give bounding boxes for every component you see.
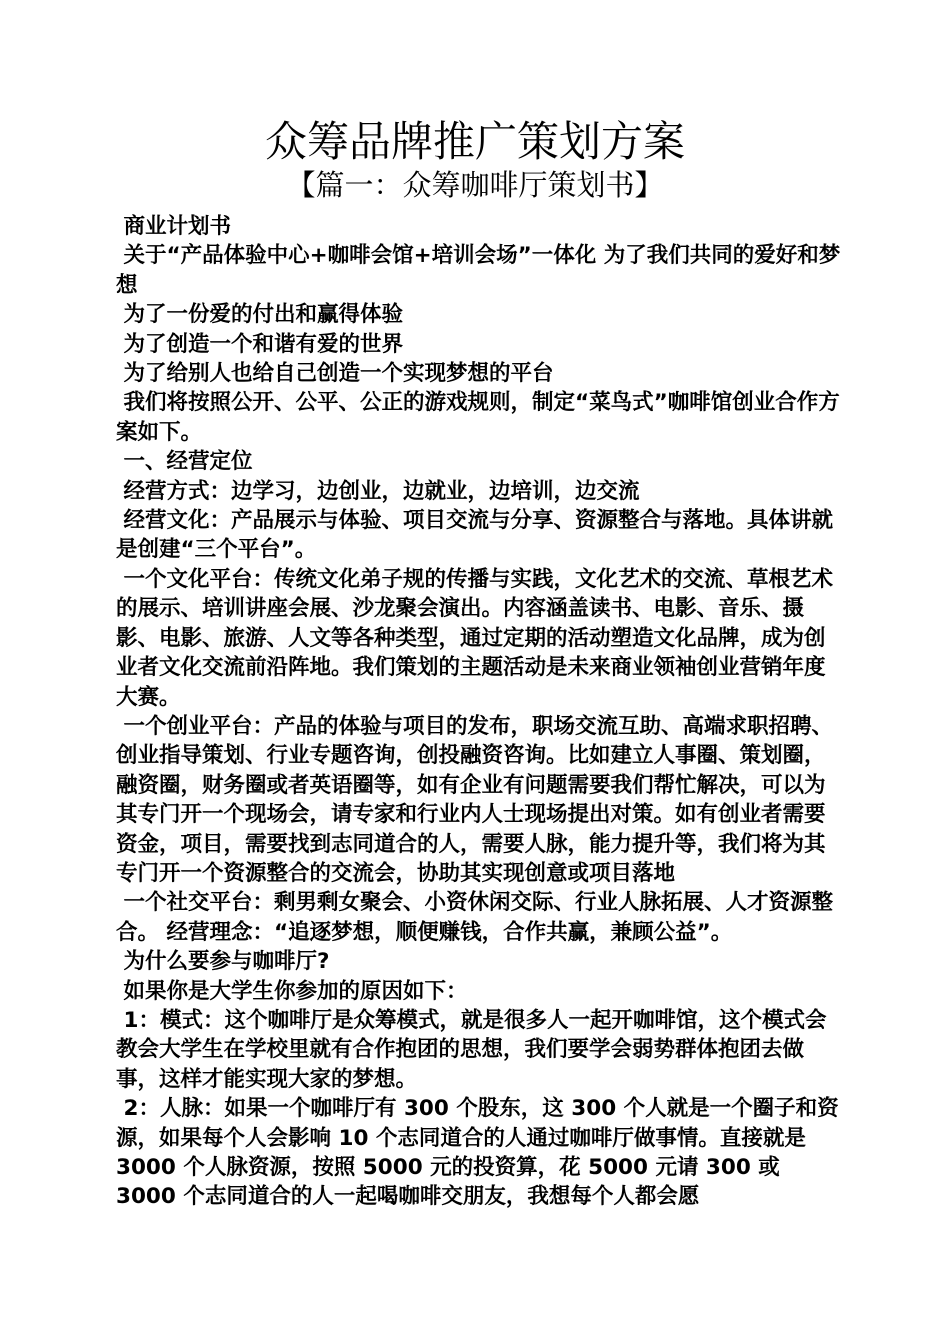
paragraph-why-join: 为什么要参与咖啡厅? xyxy=(116,949,330,975)
paragraph-for-harmony: 为了创造一个和谐有爱的世界 xyxy=(116,331,404,357)
paragraph-if-student: 如果你是大学生你参加的原因如下： xyxy=(116,978,468,1004)
paragraph-for-love: 为了一份爱的付出和赢得体验 xyxy=(116,302,404,328)
document-subtitle: 【篇一：众筹咖啡厅策划书】 xyxy=(286,168,664,202)
paragraph-point-model: 1：模式：这个咖啡厅是众筹模式，就是很多人一起开咖啡馆，这个模式会教会大学生在学校里就有合作抱团的思想，我们要学会弱势群体抱团去做事，这样才能实现大家的梦想。 xyxy=(116,1007,827,1092)
section-heading-positioning: 一、经营定位 xyxy=(116,449,253,475)
paragraph-business-mode: 经营方式：边学习，边创业，边就业，边培训，边交流 xyxy=(116,478,640,504)
paragraph-rules: 我们将按照公开、公平、公正的游戏规则，制定“菜鸟式”咖啡馆创业合作方案如下。 xyxy=(116,390,840,445)
document-title: 众筹品牌推广策划方案 xyxy=(264,117,685,166)
paragraph-startup-platform: 一个创业平台：产品的体验与项目的发布，职场交流互助、高端求职招聘、创业指导策划、行业专题咨询，创投融资咨询。比如建立人事圈、策划圈，融资圈，财务圈或者英语圈等，如有企业有问题需要我们帮忙解决，可以为其专门开一个现场会，请专家和行业内人士现场提出对策。如有创业者需要资金，项目，需要找到志同道合的人，需要人脉，能力提升等，我们将为其专门开一个资源整合的交流会，协助其实现创意或项目落地 xyxy=(116,713,834,886)
paragraph-point-network: 2：人脉：如果一个咖啡厅有 300 个股东，这 300 个人就是一个圈子和资源，如果每个人会影响 10 个志同道合的人通过咖啡厅做事情。直接就是 3000 个人脉资源，按照 5000 元的投资算，花 5000 元请 300 或 3000 个志同道合的人一起喝咖啡交朋友，我想每个人都会愿 xyxy=(116,1096,839,1210)
paragraph-business-plan-heading: 商业计划书 xyxy=(116,214,232,239)
paragraph-social-platform: 一个社交平台：剩男剩女聚会、小资休闲交际、行业人脉拓展、人才资源整合。 经营理念：“追逐梦想，顺便赚钱，合作共赢，兼顾公益”。 xyxy=(116,890,834,945)
paragraph-business-culture: 经营文化：产品展示与体验、项目交流与分享、资源整合与落地。具体讲就是创建“三个平台”。 xyxy=(116,508,834,563)
paragraph-for-dream-platform: 为了给别人也给自己创造一个实现梦想的平台 xyxy=(116,361,554,387)
paragraph-culture-platform: 一个文化平台：传统文化弟子规的传播与实践，文化艺术的交流、草根艺术的展示、培训讲座会展、沙龙聚会演出。内容涵盖读书、电影、音乐、摄影、电影、旅游、人文等各种类型，通过定期的活动塑造文化品牌，成为创业者文化交流前沿阵地。我们策划的主题活动是未来商业领袖创业营销年度大赛。 xyxy=(116,566,834,710)
paragraph-about-integration: 关于“产品体验中心+咖啡会馆+培训会场”一体化 为了我们共同的爱好和梦想 xyxy=(116,243,841,298)
document-body xyxy=(116,212,846,1212)
